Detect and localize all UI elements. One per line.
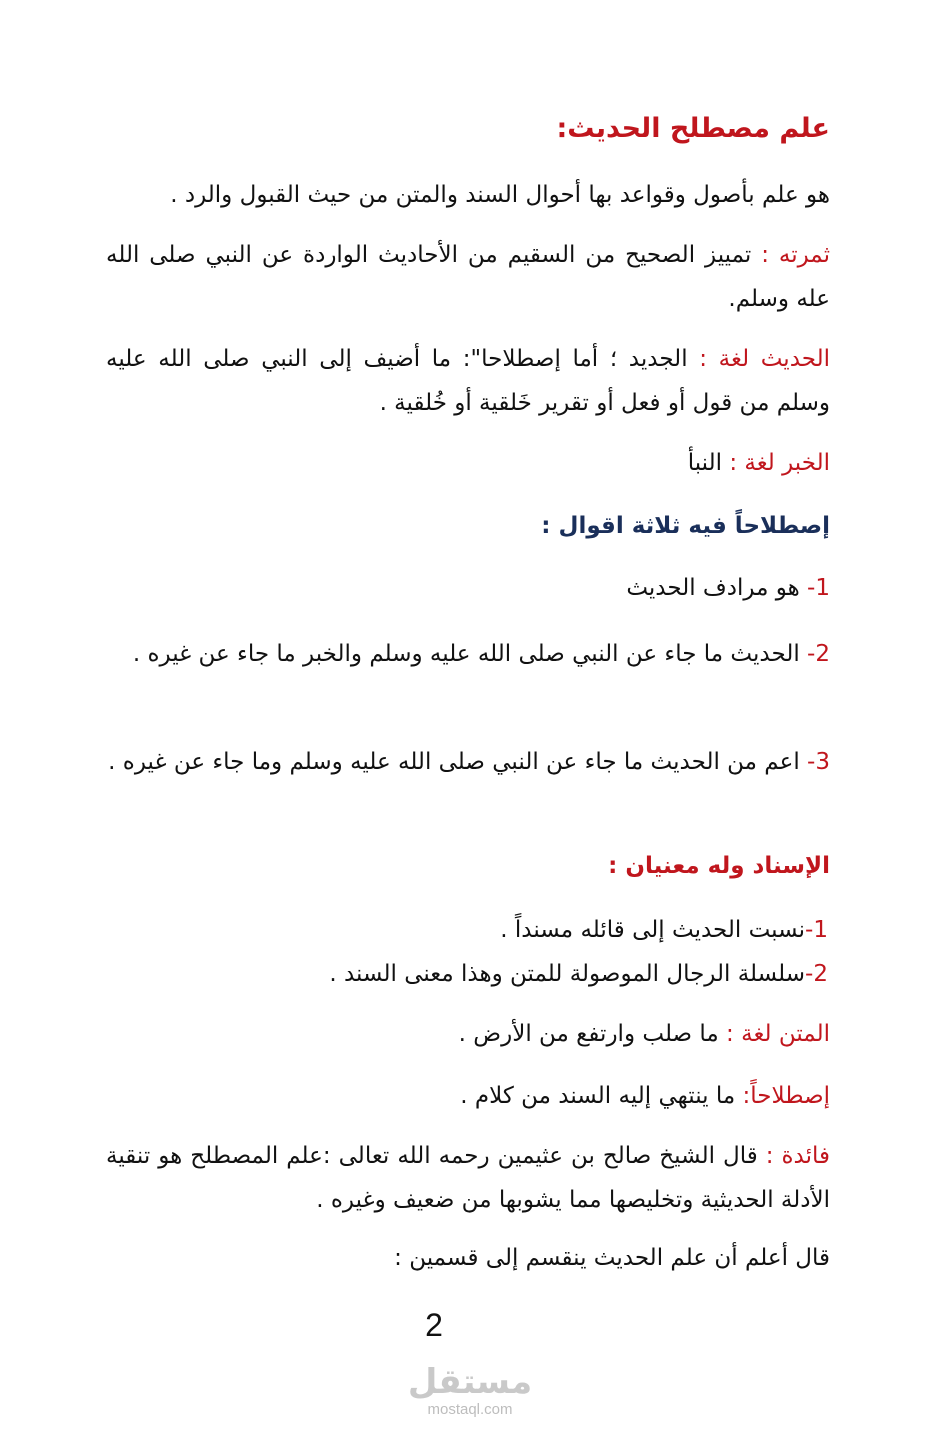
benefit-paragraph [106,1134,830,1222]
saying-text: اعم من الحديث ما جاء عن النبي صلى الله عليه وسلم وما جاء عن غيره . [108,749,800,775]
matn-lang-text: ما صلب وارتفع من الأرض . [458,1021,719,1047]
page-number: 2 [425,1307,443,1343]
page-title: علم مصطلح الحديث: [556,113,830,144]
saying-number: 3- [807,749,830,775]
fruit-label: ثمرته : [761,242,830,268]
hadith-lang-paragraph [106,337,830,425]
fruit-text: تمييز الصحيح من السقيم من الأحاديث الواردة عن النبي صلى الله عله وسلم. [106,242,830,312]
matn-istilah-text: ما ينتهي إليه السند من كلام . [460,1083,736,1109]
watermark-domain: mostaql.com [427,1401,513,1418]
saying-number: 2- [807,641,830,667]
matn-lang-paragraph [106,1012,830,1056]
khabar-lang-label: الخبر لغة : [729,450,830,476]
saying-item [106,632,830,676]
istilah-heading: إصطلاحاً فيه ثلاثة اقوال : [541,513,830,539]
benefit-text: قال الشيخ صالح بن عثيمين رحمه الله تعالى :علم المصطلح هو تنقية الأدلة الحديثية وتخليصها مما يشوبها من ضعيف وغيره . [106,1143,830,1213]
isnad-text: نسبت الحديث إلى قائله مسنداً . [500,917,806,943]
matn-istilah-paragraph [106,1074,830,1118]
hadith-lang-label: الحديث لغة : [699,346,831,372]
saying-text: الحديث ما جاء عن النبي صلى الله عليه وسلم والخبر ما جاء عن غيره . [132,641,800,667]
saying-text: هو مرادف الحديث [626,575,800,601]
watermark-logo [360,1362,580,1418]
isnad-number: 1- [805,917,828,943]
isnad-text: سلسلة الرجال الموصولة للمتن وهذا معنى السند . [329,961,806,987]
isnad-meaning-item [104,952,828,996]
closing-line: قال أعلم أن علم الحديث ينقسم إلى قسمين : [394,1245,830,1271]
saying-item [106,740,830,784]
saying-number: 1- [807,575,830,601]
watermark-brand: مستقل [407,1362,533,1402]
khabar-lang-text: النبأ [687,450,722,476]
definition-paragraph: هو علم بأصول وقواعد بها أحوال السند والمتن من حيث القبول والرد . [170,182,830,208]
hadith-lang-text: الجديد ؛ أما إصطلاحا": ما أضيف إلى النبي صلى الله عليه وسلم من قول أو فعل أو تقرير خَلقية أو خُلقية . [106,346,830,416]
matn-istilah-label: إصطلاحاً: [742,1083,830,1109]
isnad-meaning-item [104,908,828,952]
saying-item [106,566,830,610]
isnad-heading: الإسناد وله معنيان : [608,853,830,879]
benefit-label: فائدة : [765,1143,831,1169]
fruit-paragraph [106,233,830,321]
isnad-number: 2- [805,961,828,987]
khabar-lang-paragraph [106,441,830,485]
matn-lang-label: المتن لغة : [726,1021,830,1047]
